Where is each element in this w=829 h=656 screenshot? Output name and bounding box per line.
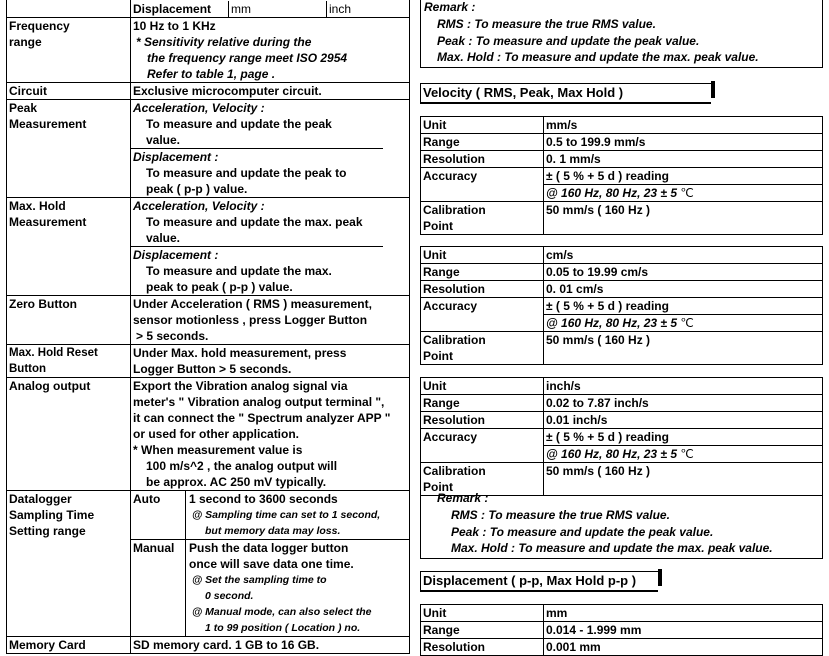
remark-box-1 (420, 0, 823, 68)
calibration-value: 50 mm/s ( 160 Hz ) (544, 463, 823, 496)
datalogger-value: Auto 1 second to 3600 seconds @ Sampling time can set to 1 second, but memory data may loss. Manual Push the data logger button once will save data one time. @ Set the sampling time to 0 second. @ Manual mode, can also select the 1 to 99 position ( Location ) no. (131, 491, 410, 637)
manual-mode-label: Manual (131, 540, 186, 636)
range-value: 0.05 to 19.99 cm/s (544, 264, 823, 281)
maxhold-value: Acceleration, Velocity : To measure and update the max. peak value. Displacement : To measure and update the max. peak to peak ( p-p ) value. (131, 198, 410, 296)
remark-1-rms: RMS : To measure the true RMS value. (437, 17, 656, 31)
peak-value: Acceleration, Velocity : To measure and update the peak value. Displacement : To measure and update the peak to peak ( p-p ) value. (131, 100, 410, 198)
zero-button-label: Zero Button (7, 296, 131, 345)
peak-label: Peak Measurement (7, 100, 131, 198)
remark-2-rms: RMS : To measure the true RMS value. (451, 508, 670, 522)
circuit-label: Circuit (7, 83, 131, 100)
memory-card-label: Memory Card (7, 637, 131, 654)
displacement-label: Displacement (131, 1, 229, 17)
remark-1-title: Remark : (424, 0, 476, 14)
remark-2-maxhold: Max. Hold : To measure and update the max. peak value. (451, 541, 773, 555)
frequency-label: Frequency range (7, 18, 131, 83)
analog-output-label: Analog output (7, 378, 131, 491)
velocity-heading: Velocity ( RMS, Peak, Max Hold ) (420, 83, 711, 104)
mm-label: mm (229, 1, 327, 17)
range-value: 0.014 - 1.999 mm (544, 622, 823, 639)
circuit-value: Exclusive microcomputer circuit. (131, 83, 410, 100)
zero-button-value: Under Acceleration ( RMS ) measurement, sensor motionless , press Logger Button > 5 seconds. (131, 296, 410, 345)
velocity-table-cm: Unit cm/s Range 0.05 to 19.99 cm/s Resolution 0. 01 cm/s Accuracy ± ( 5 % + 5 d ) reading @ 160 Hz, 80 Hz, 23 ± 5 ℃ Calibration Point 50 mm/s ( 160 Hz ) (420, 246, 823, 365)
maxhold-label: Max. Hold Measurement (7, 198, 131, 296)
remark-2-peak: Peak : To measure and update the peak value. (451, 525, 714, 539)
memory-card-value: SD memory card. 1 GB to 16 GB. (131, 637, 410, 654)
resolution-value: 0.01 inch/s (544, 412, 823, 429)
frequency-value: 10 Hz to 1 KHz * Sensitivity relative during the the frequency range meet ISO 2954 Refer to table 1, page . (131, 18, 410, 83)
remark-1-maxhold: Max. Hold : To measure and update the max. peak value. (437, 50, 759, 64)
resolution-value: 0. 01 cm/s (544, 281, 823, 298)
accuracy-value: ± ( 5 % + 5 d ) reading @ 160 Hz, 80 Hz, 23 ± 5 ℃ (544, 168, 823, 202)
remark-2-title: Remark : (437, 491, 489, 505)
max-hold-reset-label: Max. Hold Reset Button (7, 345, 131, 378)
datalogger-label: Datalogger Sampling Time Setting range (7, 491, 131, 637)
velocity-table-inch: Unit inch/s Range 0.02 to 7.87 inch/s Resolution 0.01 inch/s Accuracy ± ( 5 % + 5 d ) reading @ 160 Hz, 80 Hz, 23 ± 5 ℃ Calibration Point 50 mm/s ( 160 Hz ) (420, 377, 823, 496)
analog-output-value: Export the Vibration analog signal via meter's " Vibration analog output terminal ", it can connect the " Spectrum analyzer APP " or used for other application. * When measurement value is 100 m/s^2 , the analog output will be approx. AC 250 mV typically. (131, 378, 410, 491)
unit-value: cm/s (544, 247, 823, 264)
remark-1-peak: Peak : To measure and update the peak value. (437, 34, 700, 48)
range-value: 0.02 to 7.87 inch/s (544, 395, 823, 412)
remark-box-2 (420, 490, 823, 559)
unit-value: mm/s (544, 117, 823, 134)
resolution-value: 0.001 mm (544, 639, 823, 656)
max-hold-reset-value: Under Max. hold measurement, press Logger Button > 5 seconds. (131, 345, 410, 378)
displacement-heading: Displacement ( p-p, Max Hold p-p ) (420, 571, 658, 592)
resolution-value: 0. 1 mm/s (544, 151, 823, 168)
unit-value: mm (544, 605, 823, 622)
top-empty-cell (7, 0, 131, 18)
unit-value: inch/s (544, 378, 823, 395)
calibration-value: 50 mm/s ( 160 Hz ) (544, 332, 823, 365)
auto-mode-label: Auto (131, 491, 186, 539)
range-value: 0.5 to 199.9 mm/s (544, 134, 823, 151)
calibration-value: 50 mm/s ( 160 Hz ) (544, 202, 823, 235)
spec-table-left (6, 0, 410, 654)
accuracy-value: ± ( 5 % + 5 d ) reading @ 160 Hz, 80 Hz, 23 ± 5 ℃ (544, 298, 823, 332)
displacement-units-cell (131, 0, 410, 18)
velocity-table-mm: Unit mm/s Range 0.5 to 199.9 mm/s Resolution 0. 1 mm/s Accuracy ± ( 5 % + 5 d ) reading @ 160 Hz, 80 Hz, 23 ± 5 ℃ Calibration Point 50 mm/s ( 160 Hz ) (420, 116, 823, 235)
accuracy-value: ± ( 5 % + 5 d ) reading @ 160 Hz, 80 Hz, 23 ± 5 ℃ (544, 429, 823, 463)
inch-label: inch (329, 2, 352, 16)
displacement-table: Unit mm Range 0.014 - 1.999 mm Resolution 0.001 mm (420, 604, 823, 656)
